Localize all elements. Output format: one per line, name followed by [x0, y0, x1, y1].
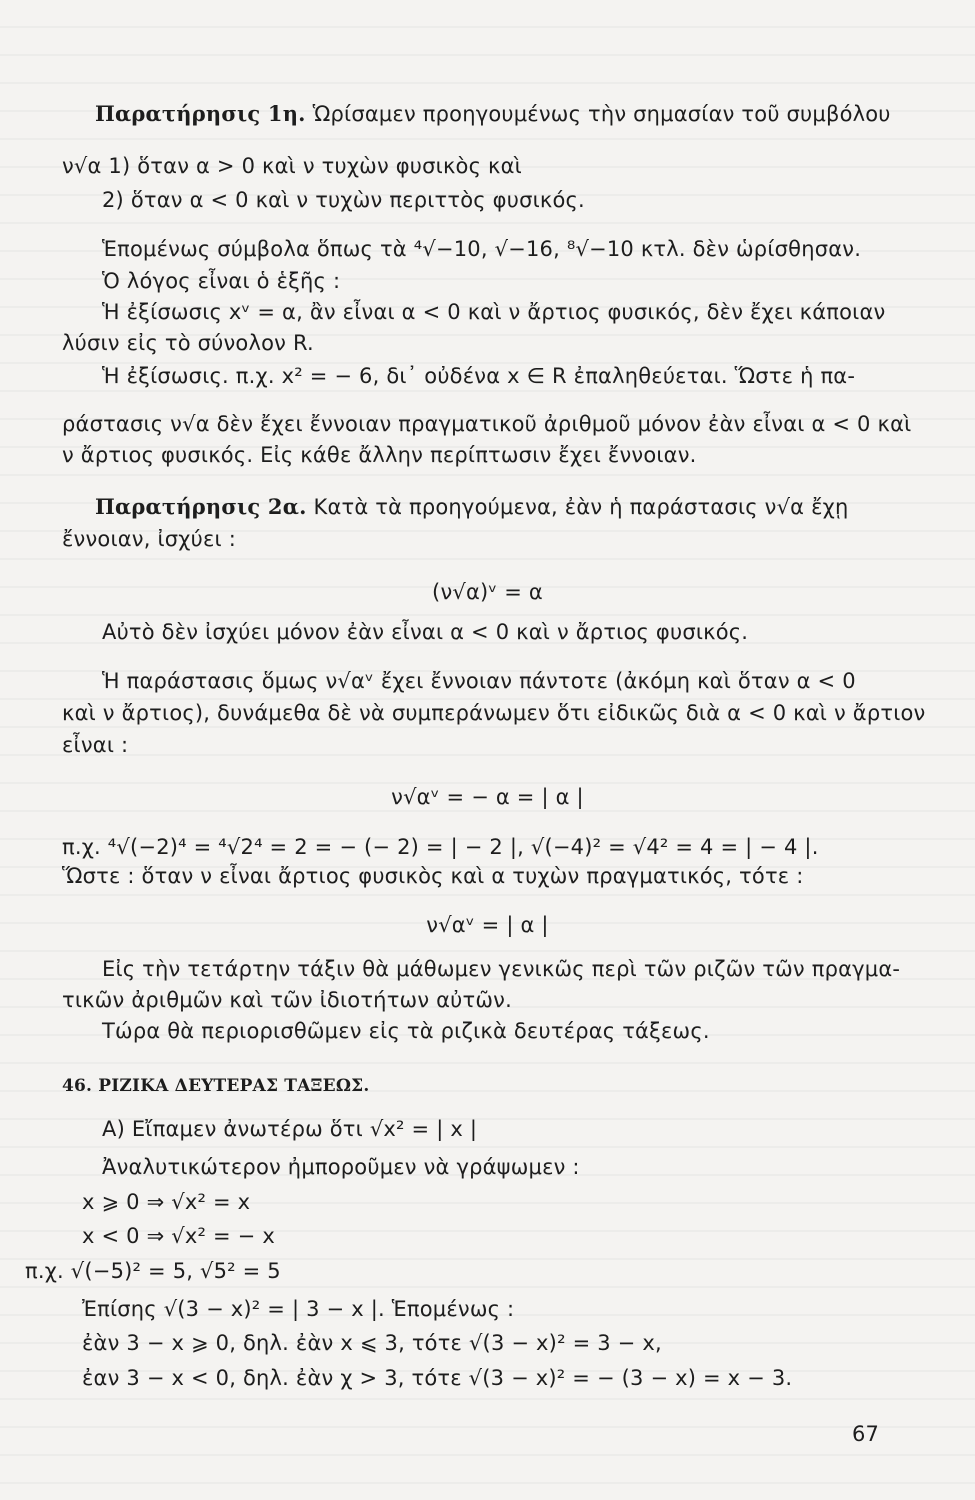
remark2-line5: καὶ ν ἄρτιος), δυνάμεθα δὲ νὰ συμπεράνωμεν ὅτι εἰδικῶς διὰ α < 0 καὶ ν ἄρτιον — [62, 701, 926, 725]
remark1-line9: ράστασις ν√α δὲν ἔχει ἔννοιαν πραγματικοῦ ἀριθμοῦ μόνον ἐὰν εἶναι α < 0 καὶ — [62, 412, 912, 436]
remark2-line9: τικῶν ἀριθμῶν καὶ τῶν ἰδιοτήτων αὐτῶν. — [62, 988, 512, 1012]
remark2-title: Παρατήρησις 2α. — [95, 494, 307, 519]
remark2-line3: Αὐτὸ δὲν ἰσχύει μόνον ἐὰν εἶναι α < 0 καὶ ν ἄρτιος φυσικός. — [102, 620, 749, 644]
remark1-title: Παρατήρησις 1η. — [95, 101, 306, 126]
remark2-formula3: ν√αᵛ = | α | — [426, 913, 549, 937]
remark1-line1-text: Ὡρίσαμεν προηγουμένως τὴν σημασίαν τοῦ συμβόλου — [312, 102, 891, 126]
remark2-line7: Ὥστε : ὅταν ν εἶναι ἄρτιος φυσικὸς καὶ α τυχὼν πραγματικός, τότε : — [62, 864, 804, 888]
remark2-line1 — [95, 493, 848, 521]
remark1-line6: Ἡ ἐξίσωσις xᵛ = α, ἂν εἶναι α < 0 καὶ ν ἄρτιος φυσικός, δὲν ἔχει κάποιαν — [102, 300, 886, 324]
remark1-line5: Ὁ λόγος εἶναι ὁ ἑξῆς : — [102, 269, 341, 293]
remark2-line2: ἔννοιαν, ἰσχύει : — [62, 527, 236, 551]
section46-cond1: ἐὰν 3 − x ⩾ 0, δηλ. ἐὰν x ⩽ 3, τότε √(3 − x)² = 3 − x, — [82, 1331, 662, 1355]
page-number: 67 — [852, 1422, 880, 1446]
remark1-line4: Ἑπομένως σύμβολα ὅπως τὰ ⁴√−10, √−16, ⁸√−10 κτλ. δὲν ὡρίσθησαν. — [102, 237, 862, 261]
remark1-line1 — [95, 100, 891, 128]
section46-analytic: Ἀναλυτικώτερον ἠμποροῦμεν νὰ γράψωμεν : — [102, 1155, 580, 1179]
remark2-line1-text: Κατὰ τὰ προηγούμενα, ἐὰν ἡ παράστασις ν√α ἔχῃ — [313, 495, 849, 519]
section46-example: π.χ. √(−5)² = 5, √5² = 5 — [25, 1259, 281, 1283]
remark2-line6: εἶναι : — [62, 733, 129, 757]
remark2-example: π.χ. ⁴√(−2)⁴ = ⁴√2⁴ = 2 = − (− 2) = | − 2 |, √(−4)² = √4² = 4 = | − 4 |. — [62, 835, 819, 859]
remark1-line2: ν√α 1) ὅταν α > 0 καὶ ν τυχὼν φυσικὸς καὶ — [62, 154, 522, 178]
remark1-line10: ν ἄρτιος φυσικός. Εἰς κάθε ἄλλην περίπτωσιν ἔχει ἔννοιαν. — [62, 443, 697, 467]
section46-case1: x ⩾ 0 ⇒ √x² = x — [82, 1190, 251, 1214]
remark1-line8: Ἡ ἐξίσωσις. π.χ. x² = − 6, δι᾿ οὐδένα x ∈ R ἐπαληθεύεται. Ὥστε ἡ πα- — [102, 364, 856, 388]
remark2-line10: Τώρα θὰ περιορισθῶμεν εἰς τὰ ριζικὰ δευτέρας τάξεως. — [102, 1019, 710, 1043]
section46-a-line: Α) Εἴπαμεν ἀνωτέρω ὅτι √x² = | x | — [102, 1117, 478, 1141]
section-heading: 46. ΡΙΖΙΚΑ ΔΕΥΤΕΡΑΣ ΤΑΞΕΩΣ. — [62, 1076, 370, 1096]
section46-cond2: ἐαν 3 − x < 0, δηλ. ἐὰν χ > 3, τότε √(3 − x)² = − (3 − x) = x − 3. — [82, 1366, 793, 1390]
section46-also: Ἐπίσης √(3 − x)² = | 3 − x |. Ἑπομένως : — [82, 1297, 515, 1321]
remark2-formula1: (ν√α)ᵛ = α — [432, 580, 543, 604]
remark2-line8: Εἰς τὴν τετάρτην τάξιν θὰ μάθωμεν γενικῶς περὶ τῶν ριζῶν τῶν πραγμα- — [102, 957, 901, 981]
section46-case2: x < 0 ⇒ √x² = − x — [82, 1224, 275, 1248]
remark2-line4: Ἡ παράστασις ὅμως ν√αᵛ ἔχει ἔννοιαν πάντοτε (ἀκόμη καὶ ὅταν α < 0 — [102, 669, 856, 693]
remark2-formula2: ν√αᵛ = − α = | α | — [391, 785, 584, 809]
remark1-line7: λύσιν εἰς τὸ σύνολον R. — [62, 331, 314, 355]
remark1-line3: 2) ὅταν α < 0 καὶ ν τυχὼν περιττὸς φυσικός. — [102, 188, 585, 212]
